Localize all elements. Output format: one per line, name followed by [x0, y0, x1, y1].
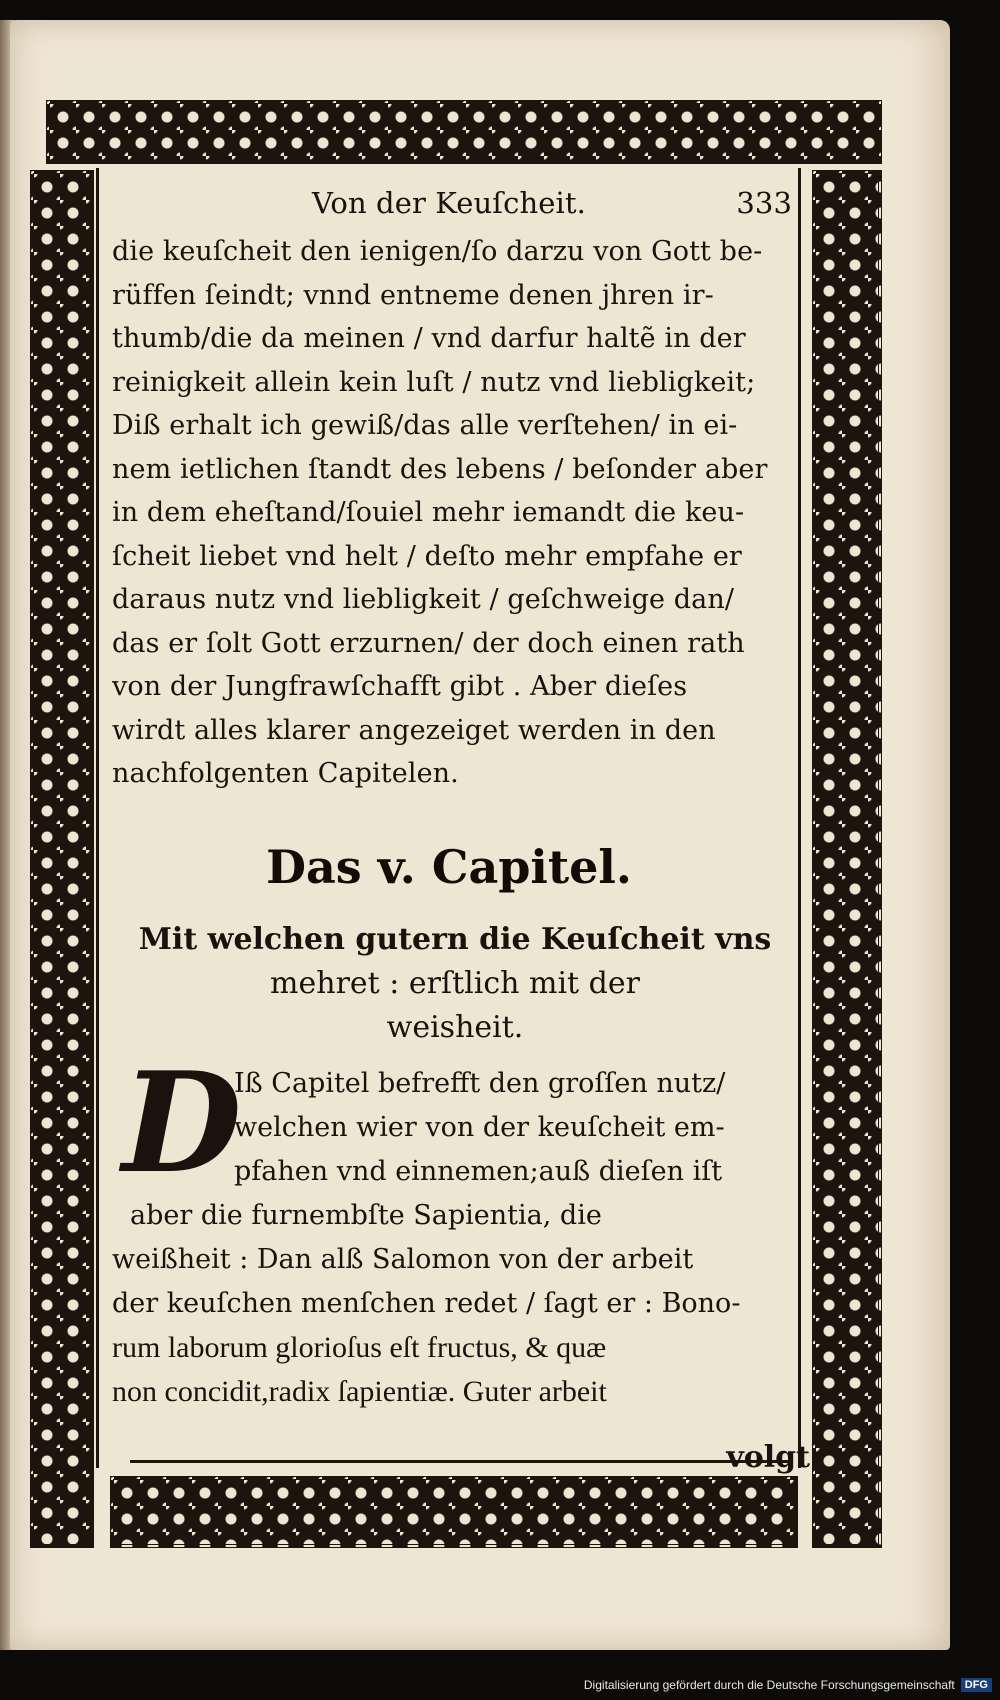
text-line: reinigkeit allein kein luſt / nutz vnd liebligkeit;	[112, 366, 756, 398]
catchword: volgt	[726, 1440, 810, 1475]
text-line: nachfolgenten Capitelen.	[112, 758, 459, 789]
subtitle-line: weisheit.	[386, 1010, 524, 1045]
chapter-heading: Das v. Capitel.	[266, 840, 632, 894]
text-line: Diß erhalt ich gewiß/das alle verſtehen/ in ei-	[112, 410, 738, 441]
ornamental-border-left	[30, 170, 94, 1548]
chapter-subtitle	[110, 918, 800, 1050]
text-line: nem ietlichen ſtandt des lebens / beſonder aber	[112, 453, 768, 485]
decorated-initial: D	[122, 1041, 242, 1204]
text-line: Iß Capitel befrefft den groſſen nutz/	[234, 1068, 726, 1099]
footer-credit: Digitalisierung gefördert durch die Deutsche Forschungsgemeinschaft	[583, 1678, 955, 1692]
frame-rule-bottom	[130, 1460, 790, 1463]
text-line: welchen wier von der keuſcheit em-	[234, 1112, 725, 1143]
text-line: thumb/die da meinen / vnd darfur haltẽ in der	[112, 323, 746, 354]
text-line: weißheit : Dan alß Salomon von der arbeit	[112, 1244, 694, 1275]
subtitle-line: Mit welchen gutern die Keuſcheit vns	[138, 922, 772, 957]
text-line: die keuſcheit den ienigen/ſo darzu von Gott be-	[112, 236, 763, 267]
subtitle-line: mehret : erſtlich mit der	[270, 966, 640, 1001]
ornamental-border-bottom	[110, 1476, 798, 1548]
frame-rule-left	[96, 168, 99, 1468]
ornamental-border-top	[46, 100, 882, 164]
ornamental-border-right	[812, 170, 882, 1548]
text-line: das er ſolt Gott erzurnen/ der doch einen rath	[112, 627, 745, 659]
running-title: Von der Keuſcheit.	[312, 186, 586, 220]
digitization-footer	[584, 1674, 992, 1696]
page-number: 333	[736, 186, 792, 220]
text-line: der keuſchen menſchen redet / ſagt er : Bono-	[112, 1288, 741, 1319]
text-line: pfahen vnd einnemen;auß dieſen iſt	[234, 1156, 723, 1187]
text-line: rüffen ſeindt; vnnd entneme denen jhren ir-	[112, 279, 714, 311]
dfg-logo: DFG	[961, 1678, 992, 1692]
text-line: non concidit,radix ſapientiæ. Guter arbeit	[112, 1375, 607, 1408]
body-text-top	[112, 230, 812, 796]
body-text-bottom	[112, 1041, 812, 1414]
text-line: in dem eheſtand/ſouiel mehr iemandt die keu-	[112, 497, 745, 528]
text-line: von der Jungfrawſchafft gibt . Aber dieſes	[112, 671, 688, 702]
text-line: aber die furnembſte Sapientia, die	[130, 1200, 602, 1231]
text-line: daraus nutz vnd liebligkeit / geſchweige dan/	[112, 584, 735, 615]
text-line: wirdt alles klarer angezeiget werden in den	[112, 714, 716, 746]
text-line: rum laborum glorioſus eſt fructus, & quæ	[112, 1331, 607, 1364]
text-line: ſcheit liebet vnd helt / deſto mehr empfahe er	[112, 540, 742, 572]
running-header	[112, 182, 812, 222]
